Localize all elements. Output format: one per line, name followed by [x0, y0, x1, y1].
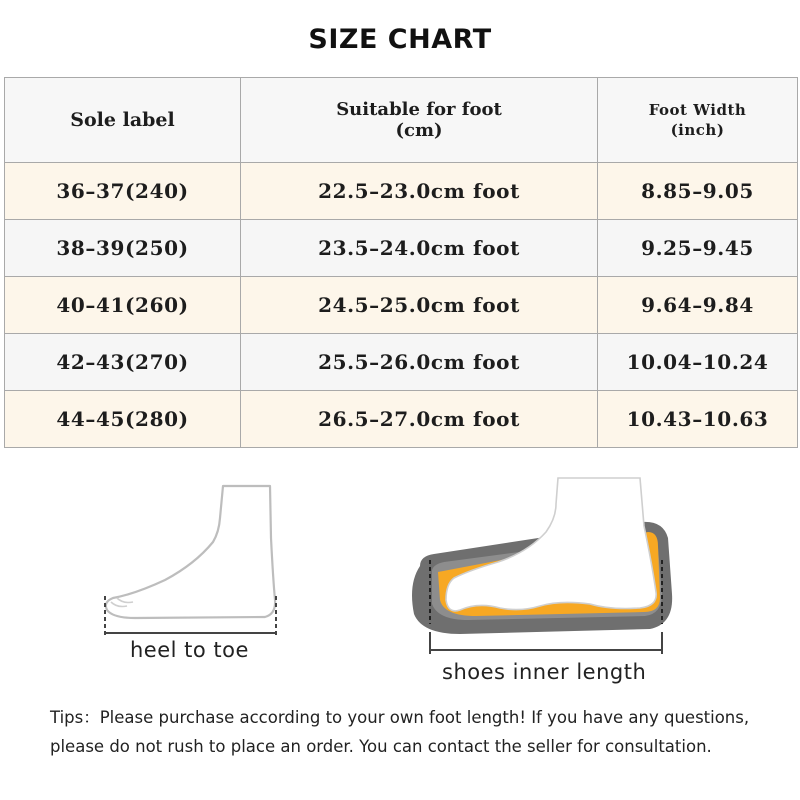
cell-sole: 40–41(260): [5, 277, 241, 334]
shoe-illustration: [400, 474, 690, 664]
header-width-line2: (inch): [670, 121, 725, 139]
cell-sole: 38–39(250): [5, 220, 241, 277]
cell-foot: 25.5–26.0cm foot: [241, 334, 598, 391]
shoe-caption: shoes inner length: [442, 660, 647, 684]
header-foot-length: [241, 78, 598, 163]
cell-foot: 26.5–27.0cm foot: [241, 391, 598, 448]
tips-text: Tips：Please purchase according to your own foot length! If you have any questions, please do not rush to place an order. You can contact the seller for consultation.: [50, 708, 750, 756]
cell-foot: 22.5–23.0cm foot: [241, 163, 598, 220]
cell-width: 9.25–9.45: [598, 220, 798, 277]
cell-sole: 42–43(270): [5, 334, 241, 391]
table-row: [5, 277, 798, 334]
cell-width: 10.43–10.63: [598, 391, 798, 448]
header-sole-label: Sole label: [5, 78, 241, 163]
header-width-line1: Foot Width: [648, 101, 747, 119]
foot-inside-shoe: [446, 478, 656, 611]
cell-foot: 23.5–24.0cm foot: [241, 220, 598, 277]
cell-width: 9.64–9.84: [598, 277, 798, 334]
header-foot-width: [598, 78, 798, 163]
foot-caption: heel to toe: [130, 638, 249, 662]
table-row: [5, 391, 798, 448]
cell-sole: 36–37(240): [5, 163, 241, 220]
cell-sole: 44–45(280): [5, 391, 241, 448]
table-row: [5, 334, 798, 391]
page-title: SIZE CHART: [308, 24, 492, 55]
foot-illustration: [95, 478, 295, 638]
cell-width: 8.85–9.05: [598, 163, 798, 220]
table-row: [5, 220, 798, 277]
table-row: [5, 163, 798, 220]
cell-foot: 24.5–25.0cm foot: [241, 277, 598, 334]
size-chart-table: [4, 77, 798, 448]
cell-width: 10.04–10.24: [598, 334, 798, 391]
header-foot-line1: Suitable for foot: [336, 99, 502, 120]
table-header-row: [5, 78, 798, 163]
foot-outline: [106, 486, 275, 618]
header-foot-line2: (cm): [395, 120, 443, 141]
